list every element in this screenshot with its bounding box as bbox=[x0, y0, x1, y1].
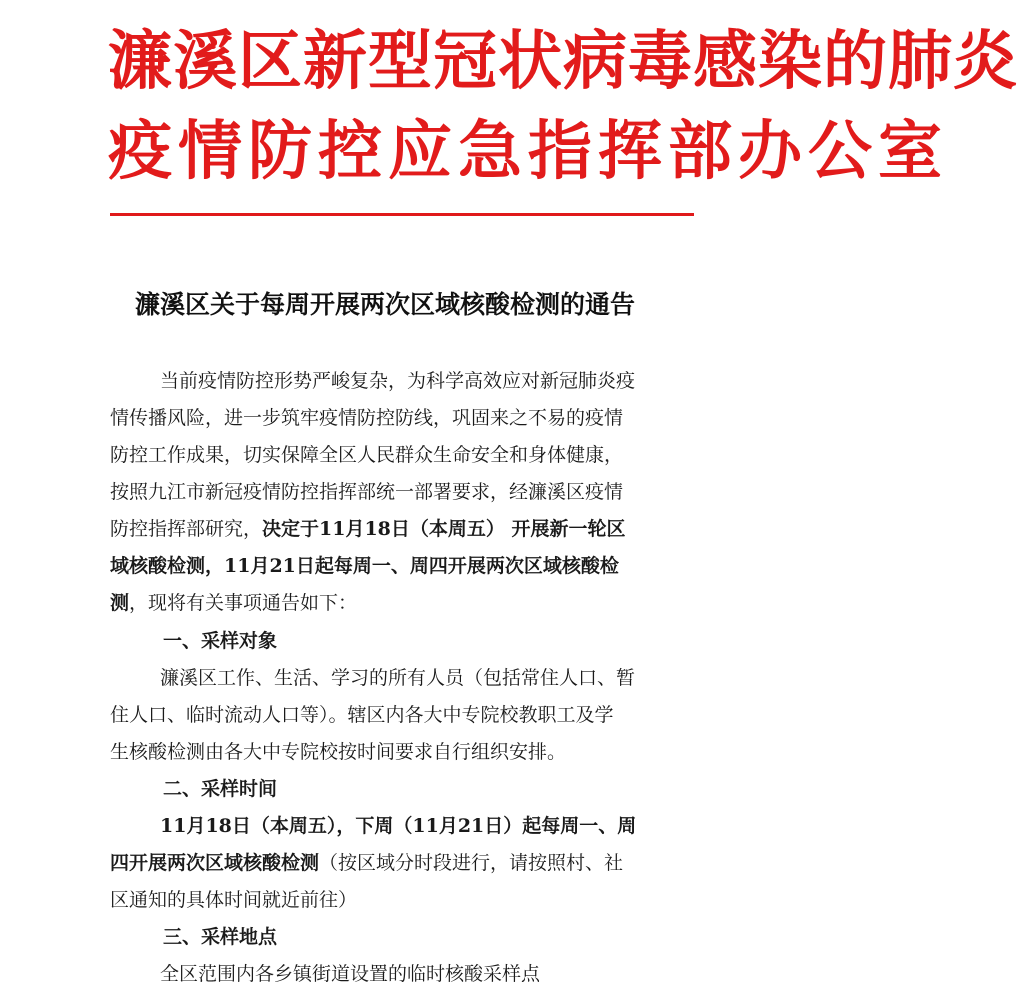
section1-heading: 一、采样对象 bbox=[163, 630, 278, 652]
section2-heading: 二、采样时间 bbox=[163, 778, 278, 800]
header-title-line1: 濂溪区新型冠状病毒感染的肺炎 bbox=[108, 25, 1018, 99]
section2-line-3: 区通知的具体时间就近前往） bbox=[110, 889, 358, 911]
intro-line-5-bold: 决定于11月18日（本周五） 开展新一轮区 bbox=[262, 518, 626, 540]
section1-line-2: 住人口、临时流动人口等）。辖区内各大中专院校教职工及学 bbox=[110, 704, 614, 726]
intro-line-5-plain: 防控指挥部研究， bbox=[110, 518, 263, 540]
intro-line-7 bbox=[110, 588, 357, 615]
section3-heading: 三、采样地点 bbox=[163, 926, 278, 948]
notice-title: 濂溪区关于每周开展两次区域核酸检测的通告 bbox=[135, 290, 636, 319]
section2-line-2 bbox=[110, 848, 623, 875]
intro-line-5 bbox=[110, 514, 626, 541]
section3-line-1: 全区范围内各乡镇街道设置的临时核酸采样点 bbox=[160, 963, 541, 985]
intro-line-2: 情传播风险，进一步筑牢疫情防控防线，巩固来之不易的疫情 bbox=[110, 407, 624, 429]
intro-line-3: 防控工作成果，切实保障全区人民群众生命安全和身体健康， bbox=[110, 444, 624, 466]
section2-line-2-bold: 四开展两次区域核酸检测 bbox=[110, 852, 320, 874]
intro-line-6: 域核酸检测，11月21日起每周一、周四开展两次区域核酸检 bbox=[110, 555, 619, 577]
header-red-rule bbox=[110, 213, 694, 216]
intro-line-7-bold: 测 bbox=[110, 592, 130, 614]
intro-line-1: 当前疫情防控形势严峻复杂，为科学高效应对新冠肺炎疫 bbox=[160, 370, 636, 392]
section2-line-1: 11月18日（本周五），下周（11月21日）起每周一、周 bbox=[160, 815, 637, 837]
section1-line-3: 生核酸检测由各大中专院校按时间要求自行组织安排。 bbox=[110, 741, 567, 763]
intro-line-4: 按照九江市新冠疫情防控指挥部统一部署要求，经濂溪区疫情 bbox=[110, 481, 624, 503]
header-title-line2: 疫情防控应急指挥部办公室 bbox=[108, 115, 948, 189]
intro-line-7-plain: ，现将有关事项通告如下： bbox=[129, 592, 358, 614]
section2-line-2-plain: （按区域分时段进行，请按照村、社 bbox=[319, 852, 624, 874]
section1-line-1: 濂溪区工作、生活、学习的所有人员（包括常住人口、暂 bbox=[160, 667, 636, 689]
